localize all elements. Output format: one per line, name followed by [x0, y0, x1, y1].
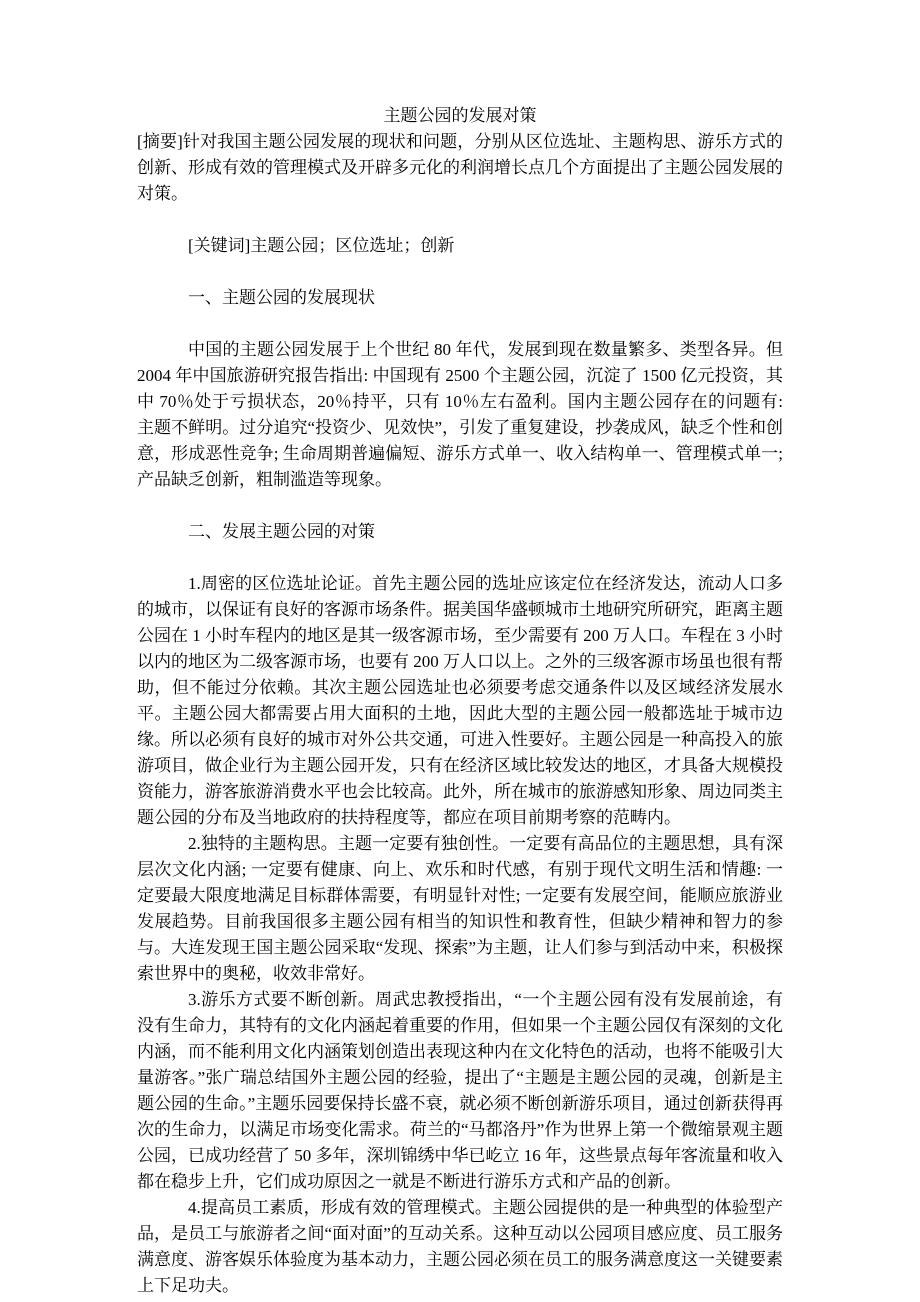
- strategy-paragraph-4: 4.提高员工素质，形成有效的管理模式。主题公园提供的是一种典型的体验型产品，是员工与旅游者之间“面对面”的互动关系。这种互动以公园项目感应度、员工服务满意度、游客娱乐体验度为基本动力，主题公园必须在员工的服务满意度这一关键要素上下足功夫。: [137, 1198, 783, 1295]
- keywords-paragraph: [关键词]主题公园；区位选址；创新: [188, 236, 455, 255]
- section-1-heading: 一、主题公园的发展现状: [188, 288, 375, 307]
- strategy-paragraph-2: 2.独特的主题构思。主题一定要有独创性。一定要有高品位的主题思想，具有深层次文化内涵; 一定要有健康、向上、欢乐和时代感，有别于现代文明生活和情趣: 一定要最大限度地满足目标群体需要，有明显针对性; 一定要有发展空间，能顺应旅游业发展趋势。目前我国很多主题公园有相当的知识性和教育性，但缺少精神和智力的参与。大连发现王国主题公园采取“发现、探索”为主题，让人们参与到活动中来，积极探索世界中的奥秘，收效非常好。: [137, 834, 783, 983]
- strategy-paragraph-3: 3.游乐方式要不断创新。周武忠教授指出，“一个主题公园有没有发展前途，有没有生命力，其特有的文化内涵起着重要的作用，但如果一个主题公园仅有深刻的文化内涵，而不能利用文化内涵策划创造出表现这种内在文化特色的活动，也将不能吸引大量游客。”张广瑞总结国外主题公园的经验，提出了“主题是主题公园的灵魂，创新是主题公园的生命。”主题乐园要保持长盛不衰，就必须不断创新游乐项目，通过创新获得再次的生命力，以满足市场变化需求。荷兰的“马都洛丹”作为世界上第一个微缩景观主题公园，已成功经营了 50 多年，深圳锦绣中华已屹立 16 年，这些景点每年客流量和收入都在稳步上升，它们成功原因之一就是不断进行游乐方式和产品的创新。: [137, 990, 783, 1191]
- section-1-paragraph-1: 中国的主题公园发展于上个世纪 80 年代，发展到现在数量繁多、类型各异。但 2004 年中国旅游研究报告指出: 中国现有 2500 个主题公园，沉淀了 1500 亿元投资，其中 70％处于亏损状态，20％持平，只有 10％左右盈利。国内主题公园存在的问题有: 主题不鲜明。过分追究“投资少、见效快”，引发了重复建设，抄袭成风，缺乏个性和创意，形成恶性竞争; 生命周期普遍偏短、游乐方式单一、收入结构单一、管理模式单一; 产品缺乏创新，粗制滥造等现象。: [137, 340, 783, 489]
- section-2-heading: 二、发展主题公园的对策: [188, 522, 375, 541]
- abstract-paragraph: [摘要]针对我国主题公园发展的现状和问题，分别从区位选址、主题构思、游乐方式的创新、形成有效的管理模式及开辟多元化的利润增长点几个方面提出了主题公园发展的对策。: [137, 132, 783, 203]
- document-title: 主题公园的发展对策: [383, 106, 537, 125]
- strategy-paragraph-1: 1.周密的区位选址论证。首先主题公园的选址应该定位在经济发达，流动人口多的城市，以保证有良好的客源市场条件。据美国华盛顿城市土地研究所研究，距离主题公园在 1 小时车程内的地区是其一级客源市场，至少需要有 200 万人口。车程在 3 小时以内的地区为二级客源市场，也要有 200 万人口以上。之外的三级客源市场虽也很有帮助，但不能过分依赖。其次主题公园选址也必须要考虑交通条件以及区域经济发展水平。主题公园大都需要占用大面积的土地，因此大型的主题公园一般都选址于城市边缘。所以必须有良好的城市对外公共交通，可进入性要好。主题公园是一种高投入的旅游项目，做企业行为主题公园开发，只有在经济区域比较发达的地区，才具备大规模投资能力，游客旅游消费水平也会比较高。此外，所在城市的旅游感知形象、周边同类主题公园的分布及当地政府的扶持程度等，都应在项目前期考察的范畴内。: [137, 574, 783, 827]
